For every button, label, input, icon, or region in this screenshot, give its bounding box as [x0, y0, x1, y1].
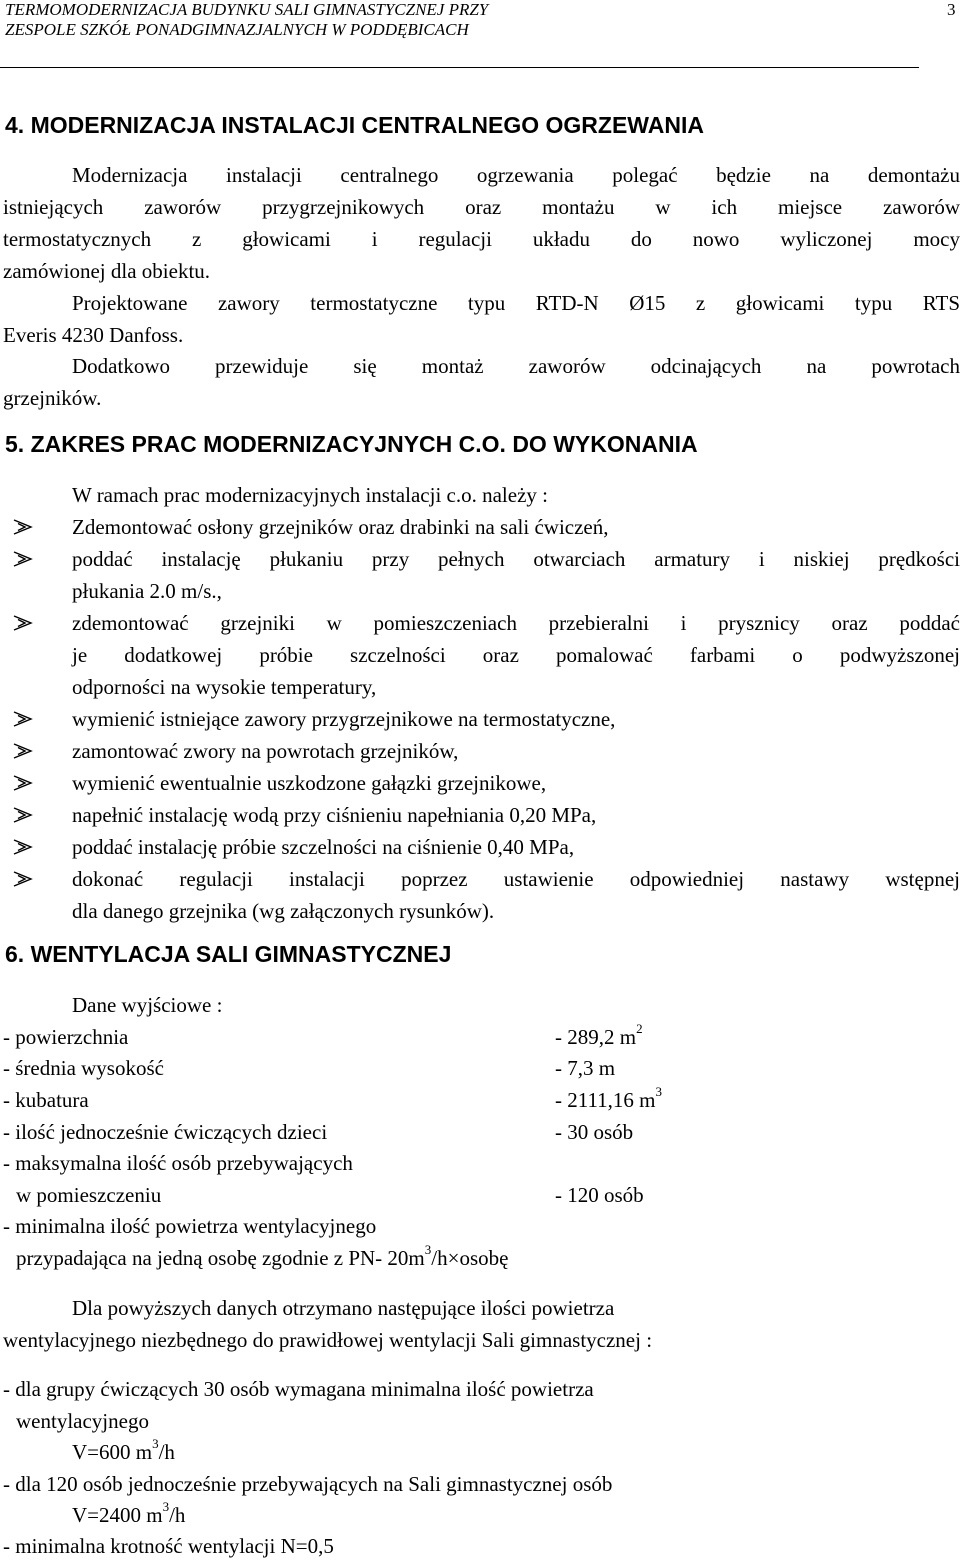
group-30-line-1: - dla grupy ćwiczących 30 osób wymagana minimalna ilość powietrza: [3, 1377, 594, 1401]
area-label: - powierzchnia: [3, 1025, 129, 1049]
para1-line-4: zamówionej dla obiektu.: [3, 259, 211, 283]
arrow-bullet-icon: [12, 805, 34, 825]
group-120-line-1: - dla 120 osób jednocześnie przebywających na Sali gimnastycznej osób: [3, 1472, 613, 1496]
para2-line-2: Everis 4230 Danfoss.: [3, 323, 184, 347]
exchange-rate-line: - minimalna krotność wentylacji N=0,5: [3, 1534, 334, 1558]
arrow-bullet-icon: [12, 613, 34, 633]
list-item-3-line-3: odporności na wysokie temperatury,: [72, 675, 377, 699]
kids-value: - 30 osób: [555, 1120, 634, 1144]
page-number: 3: [947, 0, 956, 19]
header-line-2: ZESPOLE SZKÓŁ PONADGIMNAZJALNYCH W PODDĘBICACH: [5, 20, 469, 39]
arrow-bullet-icon: [12, 549, 34, 569]
group-120-value: V=2400 $m^3/h$: [72, 1499, 186, 1527]
list-item-6: wymienić ewentualnie uszkodzone gałązki grzejnikowe,: [72, 771, 547, 795]
group-30-line-2: wentylacyjnego: [16, 1409, 149, 1433]
kids-label: - ilość jednocześnie ćwiczących dzieci: [3, 1120, 328, 1144]
section-6-heading: 6. WENTYLACJA SALI GIMNASTYCZNEJ: [5, 941, 452, 967]
group-30-superscript: 3: [152, 1436, 159, 1451]
para2-line-1: Projektowane zawory termostatyczne typu RTD-N Ø15 z głowicami typu RTS: [72, 291, 960, 315]
list-item-7: napełnić instalację wodą przy ciśnieniu napełniania 0,20 MPa,: [72, 803, 597, 827]
header-rule: [0, 67, 919, 68]
para1-line-1: Modernizacja instalacji centralnego ogrzewania polegać będzie na demontażu: [72, 163, 960, 187]
list-item-8: poddać instalację próbie szczelności na ciśnienie 0,40 MPa,: [72, 835, 575, 859]
list-item-3-line-2: je dodatkowej próbie szczelności oraz pomalować farbami o podwyższonej: [72, 643, 960, 667]
list-item-9-line-2: dla danego grzejnika (wg załączonych rysunków).: [72, 899, 495, 923]
list-item-3-line-1: zdemontować grzejniki w pomieszczeniach przebieralni i prysznicy oraz poddać: [72, 611, 960, 635]
volume-value: - 2111,16 $m^3$: [555, 1084, 663, 1112]
max-people-value: - 120 osób: [555, 1183, 644, 1207]
height-value: - 7,3 m: [555, 1056, 616, 1080]
list-item-1: Zdemontować osłony grzejników oraz drabinki na sali ćwiczeń,: [72, 515, 609, 539]
height-label: - średnia wysokość: [3, 1056, 164, 1080]
arrow-bullet-icon: [12, 773, 34, 793]
max-people-label-2: w pomieszczeniu: [16, 1183, 162, 1207]
area-value: - 289,2 $m^2$: [555, 1021, 643, 1049]
list-item-2-line-2: płukania 2.0 m/s.,: [72, 579, 222, 603]
para3-line-2: grzejników.: [3, 386, 102, 410]
list-item-9-line-1: dokonać regulacji instalacji poprzez ustawienie odpowiedniej nastawy wstępnej: [72, 867, 960, 891]
volume-label: - kubatura: [3, 1088, 89, 1112]
group-30-value: V=600 $m^3/h$: [72, 1436, 175, 1464]
arrow-bullet-icon: [12, 869, 34, 889]
max-people-label-1: - maksymalna ilość osób przebywających: [3, 1151, 353, 1175]
header-line-1: TERMOMODERNIZACJA BUDYNKU SALI GIMNASTYCZNEJ PRZY: [5, 0, 489, 19]
min-air-label-1: - minimalna ilość powietrza wentylacyjnego: [3, 1214, 377, 1238]
section-5-heading: 5. ZAKRES PRAC MODERNIZACYJNYCH C.O. DO WYKONANIA: [5, 431, 698, 457]
result-intro-line-2: wentylacyjnego niezbędnego do prawidłowej wentylacji Sali gimnastycznej :: [3, 1328, 653, 1352]
input-data-title: Dane wyjściowe :: [72, 993, 223, 1017]
list-item-2-line-1: poddać instalację płukaniu przy pełnych otwarciach armatury i niskiej prędkości: [72, 547, 960, 571]
result-intro-line-1: Dla powyższych danych otrzymano następujące ilości powietrza: [72, 1296, 615, 1320]
para1-line-2: istniejących zaworów przygrzejnikowych oraz montażu w ich miejsce zaworów: [3, 195, 960, 219]
list-item-5: zamontować zwory na powrotach grzejników,: [72, 739, 459, 763]
group-120-superscript: 3: [162, 1499, 170, 1514]
min-air-label-2: przypadająca na jedną osobę zgodnie z PN- $20m^3/h\times osobę$: [16, 1242, 509, 1270]
para1-line-3: termostatycznych z głowicami i regulacji układu do nowo wyliczonej mocy: [3, 227, 960, 251]
para3-line-1: Dodatkowo przewiduje się montaż zaworów odcinających na powrotach: [72, 354, 960, 378]
section-5-intro: W ramach prac modernizacyjnych instalacji c.o. należy :: [72, 483, 548, 507]
volume-unit-superscript: 3: [655, 1084, 663, 1099]
arrow-bullet-icon: [12, 837, 34, 857]
arrow-bullet-icon: [12, 709, 34, 729]
min-air-superscript: 3: [424, 1242, 432, 1257]
arrow-bullet-icon: [12, 517, 34, 537]
list-item-4: wymienić istniejące zawory przygrzejnikowe na termostatyczne,: [72, 707, 616, 731]
area-unit-superscript: 2: [636, 1021, 643, 1036]
section-4-heading: 4. MODERNIZACJA INSTALACJI CENTRALNEGO OGRZEWANIA: [5, 112, 704, 138]
arrow-bullet-icon: [12, 741, 34, 761]
